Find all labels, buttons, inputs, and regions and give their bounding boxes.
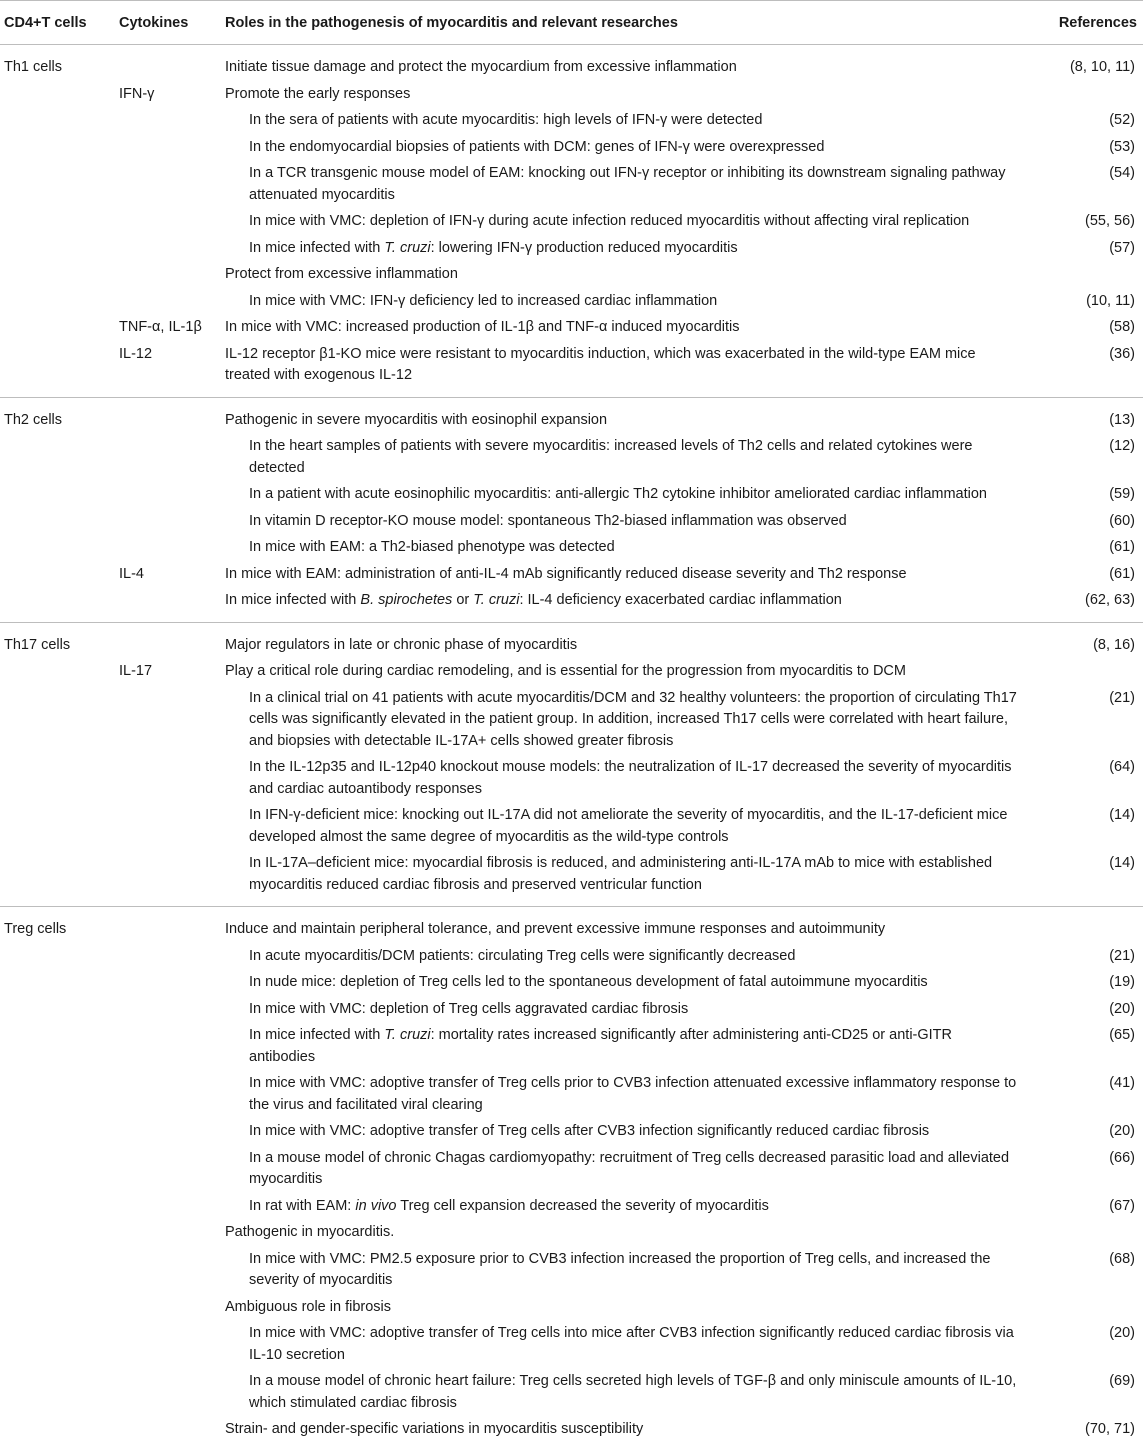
cytokine-cell [115,535,221,562]
cell-type-empty [0,535,115,562]
cell-type: Th2 cells [0,397,115,434]
table-row [0,482,1143,509]
table-row [0,341,1143,397]
table-row [0,1321,1143,1369]
cytokine-cell [115,851,221,907]
reference-cell [1030,659,1143,686]
cytokine-cell [115,1220,221,1247]
italic-term: B. spirochetes [360,592,453,608]
cytokine-cell [115,1119,221,1146]
role-description: Play a critical role during cardiac remodeling, and is essential for the progression from myocarditis to DCM [225,663,906,679]
reference-cell: (8, 16) [1030,622,1143,659]
reference-cell: (14) [1109,855,1135,871]
cytokine-cell [115,685,221,755]
research-finding: In mice with VMC: PM2.5 exposure prior to CVB3 infection increased the proportion of Treg cells, and increased the severity of myocarditis [249,1250,991,1288]
research-finding: In the heart samples of patients with severe myocarditis: increased levels of Th2 cells and related cytokines were detected [249,438,973,476]
italic-term: T. cruzi [384,1027,431,1043]
table-row [0,1220,1143,1247]
reference-cell: (57) [1109,239,1135,256]
cell-type-empty [0,161,115,209]
reference-cell [1030,907,1143,944]
reference-cell: (20) [1109,1325,1135,1341]
table-row [0,1246,1143,1294]
cytokine-cell: TNF-α, IL-1β [119,319,202,335]
cytokine-cell [115,288,221,315]
table-row [0,659,1143,686]
reference-cell [1030,262,1143,289]
cytokine-cell [115,161,221,209]
text-segment: or [452,592,474,608]
research-finding: In nude mice: depletion of Treg cells led to the spontaneous development of fatal autoimmune myocarditis [249,974,928,990]
reference-cell: (61) [1109,539,1135,555]
text-segment: In mice infected with [249,239,385,256]
cell-type-empty [0,1369,115,1417]
cell-type-empty [0,659,115,686]
cell-type-empty [0,803,115,851]
reference-cell: (8, 10, 11) [1069,59,1135,75]
cell-type: Th17 cells [0,622,115,659]
role-description: Strain- and gender-specific variations in myocarditis susceptibility [225,1421,644,1437]
cell-type: Treg cells [0,907,115,944]
header-roles: Roles in the pathogenesis of myocarditis and relevant researches [221,1,1030,45]
table-row [0,535,1143,562]
cytokine-cell [115,622,221,659]
cell-type-empty [0,1071,115,1119]
table-row [0,108,1143,135]
cell-type: Th1 cells [4,59,63,75]
cytokine-cell [115,1071,221,1119]
reference-cell: (19) [1109,974,1135,990]
cytokine-cell [115,262,221,289]
cytokine-cell [115,803,221,851]
reference-cell: (53) [1109,138,1135,155]
role-description: Promote the early responses [225,85,411,102]
table-row [0,1369,1143,1417]
role-description: Protect from excessive inflammation [225,266,458,282]
text-segment: : IL-4 deficiency exacerbated cardiac inflammation [519,592,842,608]
italic-term: in vivo [355,1197,397,1214]
research-finding: In a TCR transgenic mouse model of EAM: knocking out IFN-γ receptor or inhibiting its downstream signaling pathway attenuated myocarditis [249,165,1006,203]
research-finding: In mice with VMC: adoptive transfer of Treg cells into mice after CVB3 infection significantly reduced cardiac fibrosis via IL-10 secretion [249,1325,1014,1363]
research-finding: In mice with EAM: a Th2-biased phenotype was detected [249,539,615,555]
table-row [0,1417,1143,1451]
research-finding [221,235,1030,262]
cytokine-cell [115,588,221,623]
cytokine-cell [115,970,221,997]
cell-type-empty [0,1246,115,1294]
cell-type-empty [0,508,115,535]
cytokine-cell [115,1321,221,1369]
table-row [0,262,1143,289]
cell-type-empty [0,970,115,997]
table-row [0,851,1143,907]
cytokine-cell [115,1023,221,1071]
cell-type-empty [0,209,115,236]
reference-cell: (14) [1109,807,1135,823]
cytokine-cell: IL-4 [119,565,144,582]
table-row [0,907,1143,944]
research-finding [221,1023,1030,1071]
text-segment: In rat with EAM: [249,1197,356,1214]
cytokine-cell [115,209,221,236]
cytokine-cell [115,45,221,82]
cytokine-cell [115,1246,221,1294]
research-finding: In the endomyocardial biopsies of patients with DCM: genes of IFN-γ were overexpressed [249,138,825,155]
reference-cell: (59) [1109,486,1135,502]
reference-cell: (66) [1109,1149,1135,1166]
table-row [0,288,1143,315]
table-row [0,561,1143,588]
research-finding: In the IL-12p35 and IL-12p40 knockout mouse models: the neutralization of IL-17 decreased the severity of myocarditis and cardiac autoantibody responses [249,759,1012,797]
table-header [0,1,1143,45]
research-finding: In mice with VMC: depletion of Treg cells aggravated cardiac fibrosis [249,1000,689,1017]
cell-type-empty [0,1023,115,1071]
table-row [0,45,1143,82]
cell-type-empty [0,1294,115,1321]
reference-cell: (21) [1109,947,1135,964]
reference-cell: (55, 56) [1085,213,1135,229]
cytokine-cell [115,1417,221,1451]
reference-cell: (68) [1109,1250,1135,1267]
cell-type-empty [0,235,115,262]
reference-cell: (58) [1109,319,1135,335]
italic-term: T. cruzi [384,239,431,256]
cytokine-cell [115,508,221,535]
cytokine-cell: IFN-γ [119,85,155,102]
reference-cell: (21) [1109,689,1135,706]
cell-type-empty [0,588,115,623]
reference-cell: (20) [1109,1000,1135,1017]
italic-term: T. cruzi [473,592,520,608]
reference-cell: (61) [1109,565,1135,582]
research-finding: In mice with VMC: adoptive transfer of Treg cells prior to CVB3 infection attenuated excessive inflammatory response to the virus and facilitated viral clearing [249,1075,1017,1113]
research-finding: In a mouse model of chronic heart failure: Treg cells secreted high levels of TGF-β and only miniscule amounts of IL-10, which stimulated cardiac fibrosis [249,1373,1017,1411]
cytokine-cell [115,134,221,161]
reference-cell: (41) [1109,1075,1135,1091]
text-segment: In mice infected with [249,1027,385,1043]
cell-type-empty [0,1220,115,1247]
role-description: Major regulators in late or chronic phase of myocarditis [221,622,1030,659]
research-finding: In IL-17A–deficient mice: myocardial fibrosis is reduced, and administering anti-IL-17A mAb to mice with established myocarditis reduced cardiac fibrosis and preserved ventricular function [249,855,993,893]
text-segment: : lowering IFN-γ production reduced myocarditis [430,239,738,256]
reference-cell: (12) [1109,438,1135,454]
role-description: Pathogenic in myocarditis. [225,1224,395,1240]
cytokine-cell [115,907,221,944]
cell-type-empty [0,1417,115,1451]
text-segment: : mortality rates increased significantly after administering anti-CD25 or anti-GITR antibodies [249,1027,953,1065]
cell-type-empty [0,996,115,1023]
cytokine-cell [115,482,221,509]
cytokine-cell [115,1369,221,1417]
cytokine-cell: IL-12 [119,345,153,362]
research-finding: In a patient with acute eosinophilic myocarditis: anti-allergic Th2 cytokine inhibitor ameliorated cardiac inflammation [249,486,987,502]
role-description: Induce and maintain peripheral tolerance, and prevent excessive immune responses and autoimmunity [221,907,1030,944]
table-row [0,1193,1143,1220]
reference-cell: (62, 63) [1085,592,1135,608]
header-references: References [1030,1,1143,45]
cell-type-empty [0,755,115,803]
table-row [0,755,1143,803]
research-finding [221,1193,1030,1220]
cell-type-empty [0,262,115,289]
cell-type-empty [0,81,115,108]
cell-type-empty [0,943,115,970]
reference-cell: (10, 11) [1086,292,1135,309]
research-finding: In mice with VMC: depletion of IFN-γ during acute infection reduced myocarditis without affecting viral replication [249,213,970,229]
cell-type-empty [0,482,115,509]
reference-cell [1030,1220,1143,1247]
reference-cell [1030,1294,1143,1321]
table-row [0,161,1143,209]
research-finding: In vitamin D receptor-KO mouse model: spontaneous Th2-biased inflammation was observed [249,512,847,529]
table-row [0,588,1143,623]
cell-type-empty [0,288,115,315]
reference-cell: (64) [1109,759,1135,775]
reference-cell: (70, 71) [1085,1421,1135,1437]
research-finding: In IFN-γ-deficient mice: knocking out IL-17A did not ameliorate the severity of myocarditis, and the IL-17-deficient mice developed almost the same degree of myocarditis as the wild-type controls [249,807,1008,845]
table-row [0,81,1143,108]
table-row [0,508,1143,535]
cell-type-empty [0,685,115,755]
table-row [0,235,1143,262]
cell-type-empty [0,108,115,135]
table-row [0,434,1143,482]
role-description: In mice with VMC: increased production of IL-1β and TNF-α induced myocarditis [225,319,740,335]
cytokine-cell [115,235,221,262]
cytokine-cell [115,1145,221,1193]
reference-cell: (36) [1109,345,1135,362]
research-finding: In mice with VMC: adoptive transfer of Treg cells after CVB3 infection significantly reduced cardiac fibrosis [249,1123,930,1139]
cell-type-empty [0,851,115,907]
cell-type-empty [0,1145,115,1193]
table-row [0,970,1143,997]
table-row [0,209,1143,236]
reference-cell: (52) [1109,112,1135,128]
cytokine-cell [115,397,221,434]
table-row [0,943,1143,970]
text-segment: In mice infected with [225,592,361,608]
cytokine-cell [115,996,221,1023]
cytokine-cell: IL-17 [119,663,153,679]
cytokine-cell [115,108,221,135]
table-row [0,134,1143,161]
table-row [0,1023,1143,1071]
role-description: IL-12 receptor β1-KO mice were resistant to myocarditis induction, which was exacerbated in the wild-type EAM mice treated with exogenous IL-12 [225,345,976,383]
reference-cell: (67) [1109,1197,1135,1214]
reference-cell: (20) [1109,1123,1135,1139]
cell-type-empty [0,434,115,482]
header-cells: CD4+T cells [0,1,115,45]
role-description: Pathogenic in severe myocarditis with eosinophil expansion [221,397,1030,434]
table-body [0,45,1143,1451]
table-row [0,622,1143,659]
research-finding: In acute myocarditis/DCM patients: circulating Treg cells were significantly decreased [249,947,796,964]
reference-cell: (13) [1030,397,1143,434]
table-row [0,315,1143,342]
reference-cell: (54) [1109,165,1135,181]
role-description: Initiate tissue damage and protect the myocardium from excessive inflammation [225,59,737,75]
cytokine-cell [115,434,221,482]
research-finding: In mice with VMC: IFN-γ deficiency led to increased cardiac inflammation [249,292,718,309]
role-description: Ambiguous role in fibrosis [225,1298,392,1315]
table-row [0,1119,1143,1146]
reference-cell: (65) [1109,1027,1135,1043]
cytokine-cell [115,755,221,803]
cell-type-empty [0,561,115,588]
cell-type-empty [0,1321,115,1369]
role-description [221,588,1030,623]
cell-type-empty [0,1119,115,1146]
table-row [0,803,1143,851]
table-row [0,685,1143,755]
cell-type-empty [0,1193,115,1220]
cytokine-cell [115,1193,221,1220]
table-row [0,1294,1143,1321]
research-finding: In a mouse model of chronic Chagas cardiomyopathy: recruitment of Treg cells decreased parasitic load and alleviated myocarditis [249,1149,1010,1187]
table-row [0,1071,1143,1119]
research-finding: In a clinical trial on 41 patients with acute myocarditis/DCM and 32 healthy volunteers: the proportion of circulating Th17 cells was significantly elevated in the patient group. In addition, increased Th17 cells were correlated with heart failure, and biopsies with detectable IL-17A+ cells showed greater fibrosis [249,689,1017,749]
reference-cell [1030,81,1143,108]
reference-cell: (69) [1109,1373,1135,1389]
header-cytokines: Cytokines [115,1,221,45]
cell-type-empty [0,134,115,161]
cytokine-cell [115,943,221,970]
table-row [0,1145,1143,1193]
research-finding: In the sera of patients with acute myocarditis: high levels of IFN-γ were detected [249,112,763,128]
reference-cell: (60) [1109,512,1135,529]
cytokine-cell [115,1294,221,1321]
table-row [0,397,1143,434]
text-segment: Treg cell expansion decreased the severity of myocarditis [396,1197,769,1214]
role-description: In mice with EAM: administration of anti-IL-4 mAb significantly reduced disease severity and Th2 response [225,565,907,582]
table-row [0,996,1143,1023]
cell-type-empty [0,341,115,397]
cell-type-empty [0,315,115,342]
